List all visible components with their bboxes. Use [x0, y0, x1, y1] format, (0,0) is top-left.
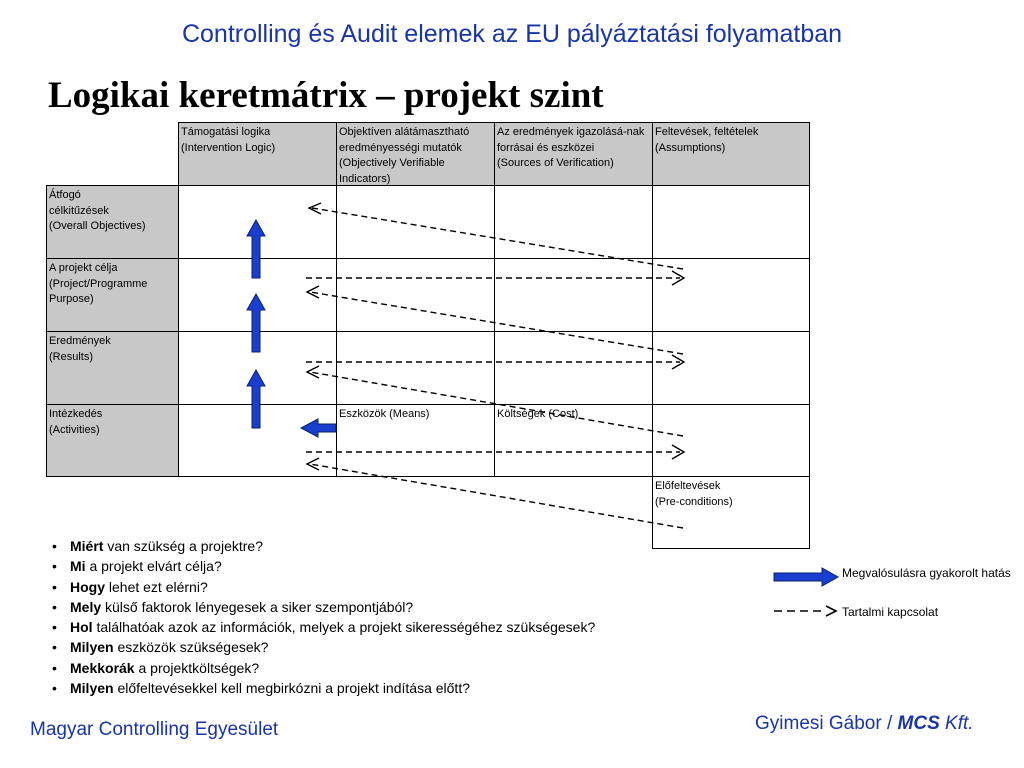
cell-activities-cost: [494, 404, 653, 477]
question-text: eszközök szükségesek?: [113, 639, 269, 656]
list-item: [52, 556, 595, 576]
list-item: [52, 637, 595, 657]
question-text: lehet ezt elérni?: [105, 578, 208, 595]
question-text: van szükség a projektre?: [103, 538, 263, 554]
preconditions-label: Előfeltevések (Pre-conditions): [655, 480, 733, 508]
list-item: [52, 577, 595, 597]
cell-purpose-sources: [494, 258, 653, 332]
row-results: [46, 331, 179, 405]
list-item: [52, 597, 595, 617]
question-text: külső faktorok lényegesek a siker szempontjából?: [101, 598, 414, 615]
question-keyword: Mekkorák: [70, 659, 135, 676]
cell-results-assumptions: [652, 331, 810, 405]
header-intervention-logic: [178, 122, 337, 186]
question-keyword: Mi: [70, 558, 86, 575]
cell-overall-sources: [494, 185, 653, 259]
footer-author: [755, 713, 974, 735]
cell-purpose-assumptions: [652, 258, 810, 332]
row-activities-label: Intézkedés (Activities): [49, 408, 103, 436]
legend-dashed-arrowhead-icon: [826, 606, 836, 616]
row-activities: [46, 404, 179, 477]
legend-blue-arrow-icon: [774, 568, 838, 586]
cell-purpose-indicators: [336, 258, 495, 332]
presentation-title: Controlling és Audit elemek az EU pályáztatási folyamatban: [181, 20, 843, 48]
footer-brand: MCS: [897, 713, 940, 734]
list-item: [52, 536, 595, 556]
cell-overall-assumptions: [652, 185, 810, 259]
question-text: előfeltevésekkel kell megbirkózni a projekt indítása előtt?: [113, 680, 470, 697]
cell-results-logic: [178, 331, 337, 405]
question-keyword: Milyen: [70, 639, 114, 656]
list-item: [52, 617, 595, 637]
header-sources-of-verification: [494, 122, 653, 186]
question-keyword: Miért: [70, 538, 104, 554]
cell-activities-assumptions: [652, 404, 810, 477]
list-item: [52, 658, 595, 678]
list-item: [52, 678, 595, 698]
cell-preconditions: [652, 476, 810, 549]
footer-company: Kft.: [939, 713, 974, 734]
header-assumptions-label: Feltevések, feltételek (Assumptions): [655, 126, 759, 154]
header-assumptions: [652, 122, 810, 186]
footer-author-name: Gyimesi Gábor /: [755, 713, 898, 734]
cell-overall-logic: [178, 185, 337, 259]
footer-organization: Magyar Controlling Egyesület: [30, 719, 279, 740]
row-overall-objectives: [46, 185, 179, 259]
question-keyword: Mely: [70, 598, 102, 615]
cell-results-sources: [494, 331, 653, 405]
row-project-purpose-label: A projekt célja (Project/Programme Purpose): [49, 262, 148, 305]
row-overall-objectives-label: Átfogó célkitűzések (Overall Objectives): [49, 189, 146, 232]
means-label: Eszközök (Means): [339, 408, 430, 420]
cell-overall-indicators: [336, 185, 495, 259]
header-indicators-label: Objektíven alátámasztható eredményességi mutatók (Objectively Verifiable Indicators): [339, 126, 470, 185]
legend-content-link-label: Tartalmi kapcsolat: [842, 605, 939, 619]
cell-activities-means: [336, 404, 495, 477]
question-keyword: Hol: [70, 619, 93, 636]
header-sources-label: Az eredmények igazolásá-nak forrásai és eszközei (Sources of Verification): [497, 126, 645, 169]
row-results-label: Eredmények (Results): [49, 335, 111, 363]
legend-impact-label: Megvalósulásra gyakorolt hatás: [842, 566, 1011, 580]
cost-label: Költségek (Cost): [497, 408, 579, 420]
question-text: a projektköltségek?: [134, 659, 260, 676]
row-project-purpose: [46, 258, 179, 332]
question-keyword: Milyen: [70, 680, 114, 697]
cell-results-indicators: [336, 331, 495, 405]
question-text: a projekt elvárt célja?: [85, 558, 222, 575]
cell-activities-logic: [178, 404, 337, 477]
question-list: [52, 536, 595, 698]
header-intervention-logic-label: Támogatási logika (Intervention Logic): [181, 126, 276, 154]
cell-purpose-logic: [178, 258, 337, 332]
question-text: találhatóak azok az információk, melyek a projekt sikerességéhez szükségesek?: [92, 619, 596, 636]
question-keyword: Hogy: [70, 578, 105, 595]
header-indicators: [336, 122, 495, 186]
slide-title: Logikai keretmátrix – projekt szint: [48, 75, 604, 116]
